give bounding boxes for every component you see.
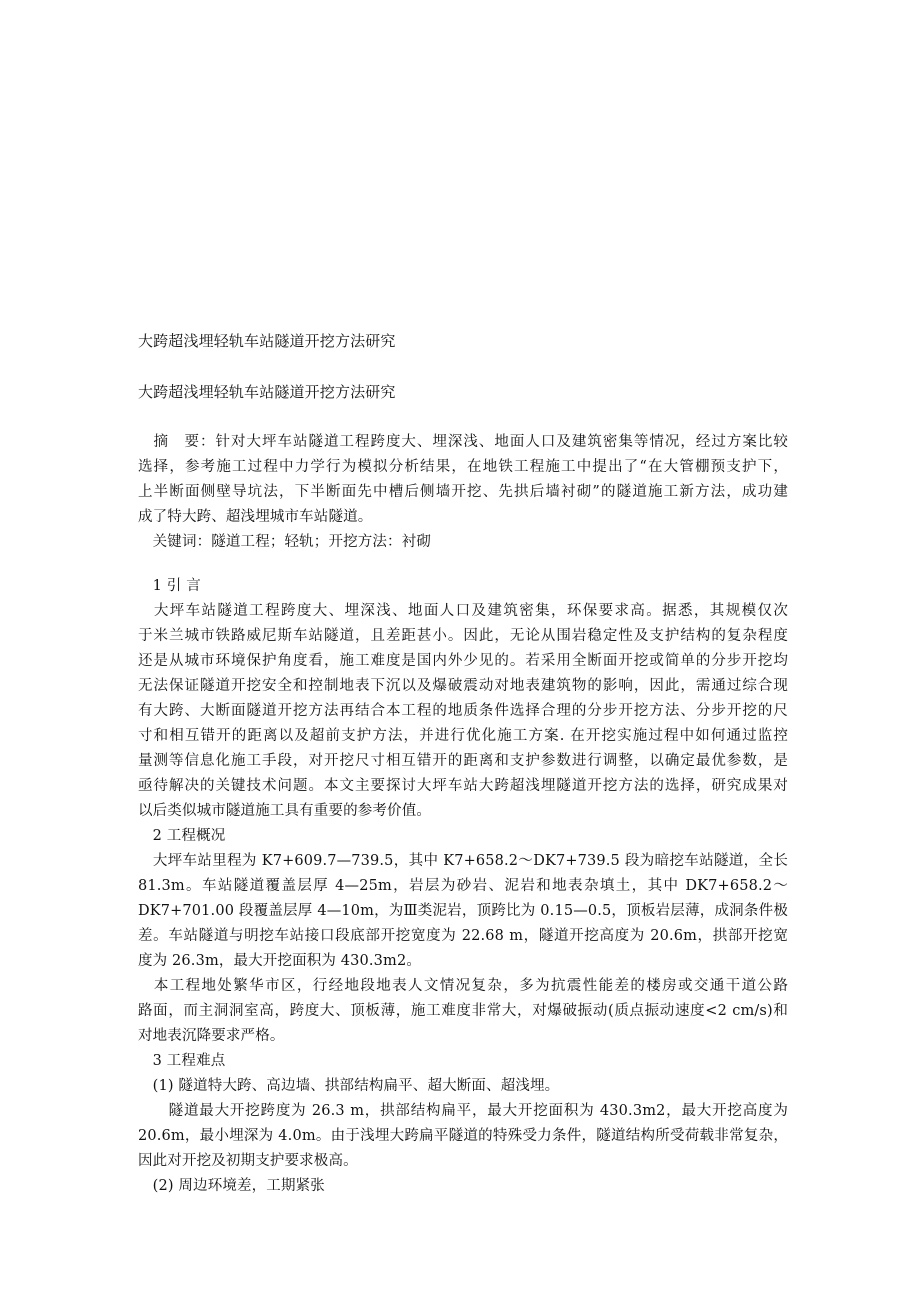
abstract-line: 成了特大跨、超浅埋城市车站隧道。 <box>138 509 373 525</box>
section-heading: 2 工程概况 <box>138 828 226 844</box>
paragraph-line: 有大跨、大断面隧道开挖方法再结合本工程的地质条件选择合理的分步开挖方法、分步开挖的尺 <box>138 703 788 719</box>
paragraph-line: 无法保证隧道开挖安全和控制地表下沉以及爆破震动对地表建筑物的影响，因此，需通过综合现 <box>138 678 788 694</box>
paragraph-line: DK7+701.00 段覆盖层厚 4—10m，为Ⅲ类泥岩，顶跨比为 0.15—0.5，顶板岩层薄，成洞条件极 <box>138 903 788 919</box>
paragraph-line: 量测等信息化施工手段，对开挖尺寸相互错开的距离和支护参数进行调整，以确定最优参数，是 <box>138 753 788 769</box>
paragraph-line: 大坪车站隧道工程跨度大、埋深浅、地面人口及建筑密集，环保要求高。据悉，其规模仅次 <box>138 603 788 619</box>
keywords-line: 关键词：隧道工程；轻轨；开挖方法：衬砌 <box>138 534 431 550</box>
paragraph-line: 对地表沉降要求严格。 <box>138 1028 285 1044</box>
paragraph-line: 度为 26.3m，最大开挖面积为 430.3m2。 <box>138 953 421 969</box>
paragraph-line: 亟待解决的关键技术问题。本文主要探讨大坪车站大跨超浅埋隧道开挖方法的选择，研究成果对 <box>138 778 788 794</box>
document-title: 大跨超浅埋轻轨车站隧道开挖方法研究 <box>138 332 396 350</box>
paragraph-line: 寸和相互错开的距离以及超前支护方法，并进行优化施工方案. 在开挖实施过程中如何通过监控 <box>138 728 788 744</box>
paragraph-line: 20.6m，最小埋深为 4.0m。由于浅埋大跨扁平隧道的特殊受力条件，隧道结构所受荷载非常复杂， <box>138 1128 788 1144</box>
paragraph-line: 本工程地处繁华市区，行经地段地表人文情况复杂，多为抗震性能差的楼房或交通干道公路 <box>138 978 788 994</box>
paragraph-line: 隧道最大开挖跨度为 26.3 m，拱部结构扁平，最大开挖面积为 430.3m2，最大开挖高度为 <box>138 1103 788 1119</box>
paragraph-line: 差。车站隧道与明挖车站接口段底部开挖宽度为 22.68 m，隧道开挖高度为 20.6m，拱部开挖宽 <box>138 928 788 944</box>
paragraph-line: 路面，而主洞洞室高，跨度大、顶板薄，施工难度非常大，对爆破振动(质点振动速度<2 cm/s)和 <box>138 1003 788 1019</box>
list-item: (1) 隧道特大跨、高边墙、拱部结构扁平、超大断面、超浅埋。 <box>138 1078 560 1094</box>
paragraph-line: 以后类似城市隧道施工具有重要的参考价值。 <box>138 803 431 819</box>
paragraph-line: 因此对开挖及初期支护要求极高。 <box>138 1153 358 1169</box>
paragraph-line: 还是从城市环境保护角度看，施工难度是国内外少见的。若采用全断面开挖或简单的分步开挖均 <box>138 653 788 669</box>
paragraph-line: 于米兰城市铁路威尼斯车站隧道，且差距甚小。因此，无论从围岩稳定性及支护结构的复杂程度 <box>138 628 788 644</box>
document-subtitle: 大跨超浅埋轻轨车站隧道开挖方法研究 <box>138 383 396 401</box>
list-item: (2) 周边环境差，工期紧张 <box>138 1178 325 1194</box>
abstract-line: 上半断面侧壁导坑法，下半断面先中槽后侧墙开挖、先拱后墙衬砌”的隧道施工新方法，成功建 <box>138 484 788 500</box>
abstract-line: 选择，参考施工过程中力学行为模拟分析结果，在地铁工程施工中提出了“在大管棚预支护下， <box>138 459 788 475</box>
abstract-line: 摘 要：针对大坪车站隧道工程跨度大、埋深浅、地面人口及建筑密集等情况，经过方案比较 <box>138 434 788 450</box>
paragraph-line: 大坪车站里程为 K7+609.7—739.5，其中 K7+658.2～DK7+739.5 段为暗挖车站隧道，全长 <box>138 853 788 869</box>
section-heading: 3 工程难点 <box>138 1053 226 1069</box>
section-heading: 1 引 言 <box>138 578 201 594</box>
paragraph-line: 81.3m。车站隧道覆盖层厚 4—25m，岩层为砂岩、泥岩和地表杂填土，其中 DK7+658.2～ <box>138 878 788 894</box>
